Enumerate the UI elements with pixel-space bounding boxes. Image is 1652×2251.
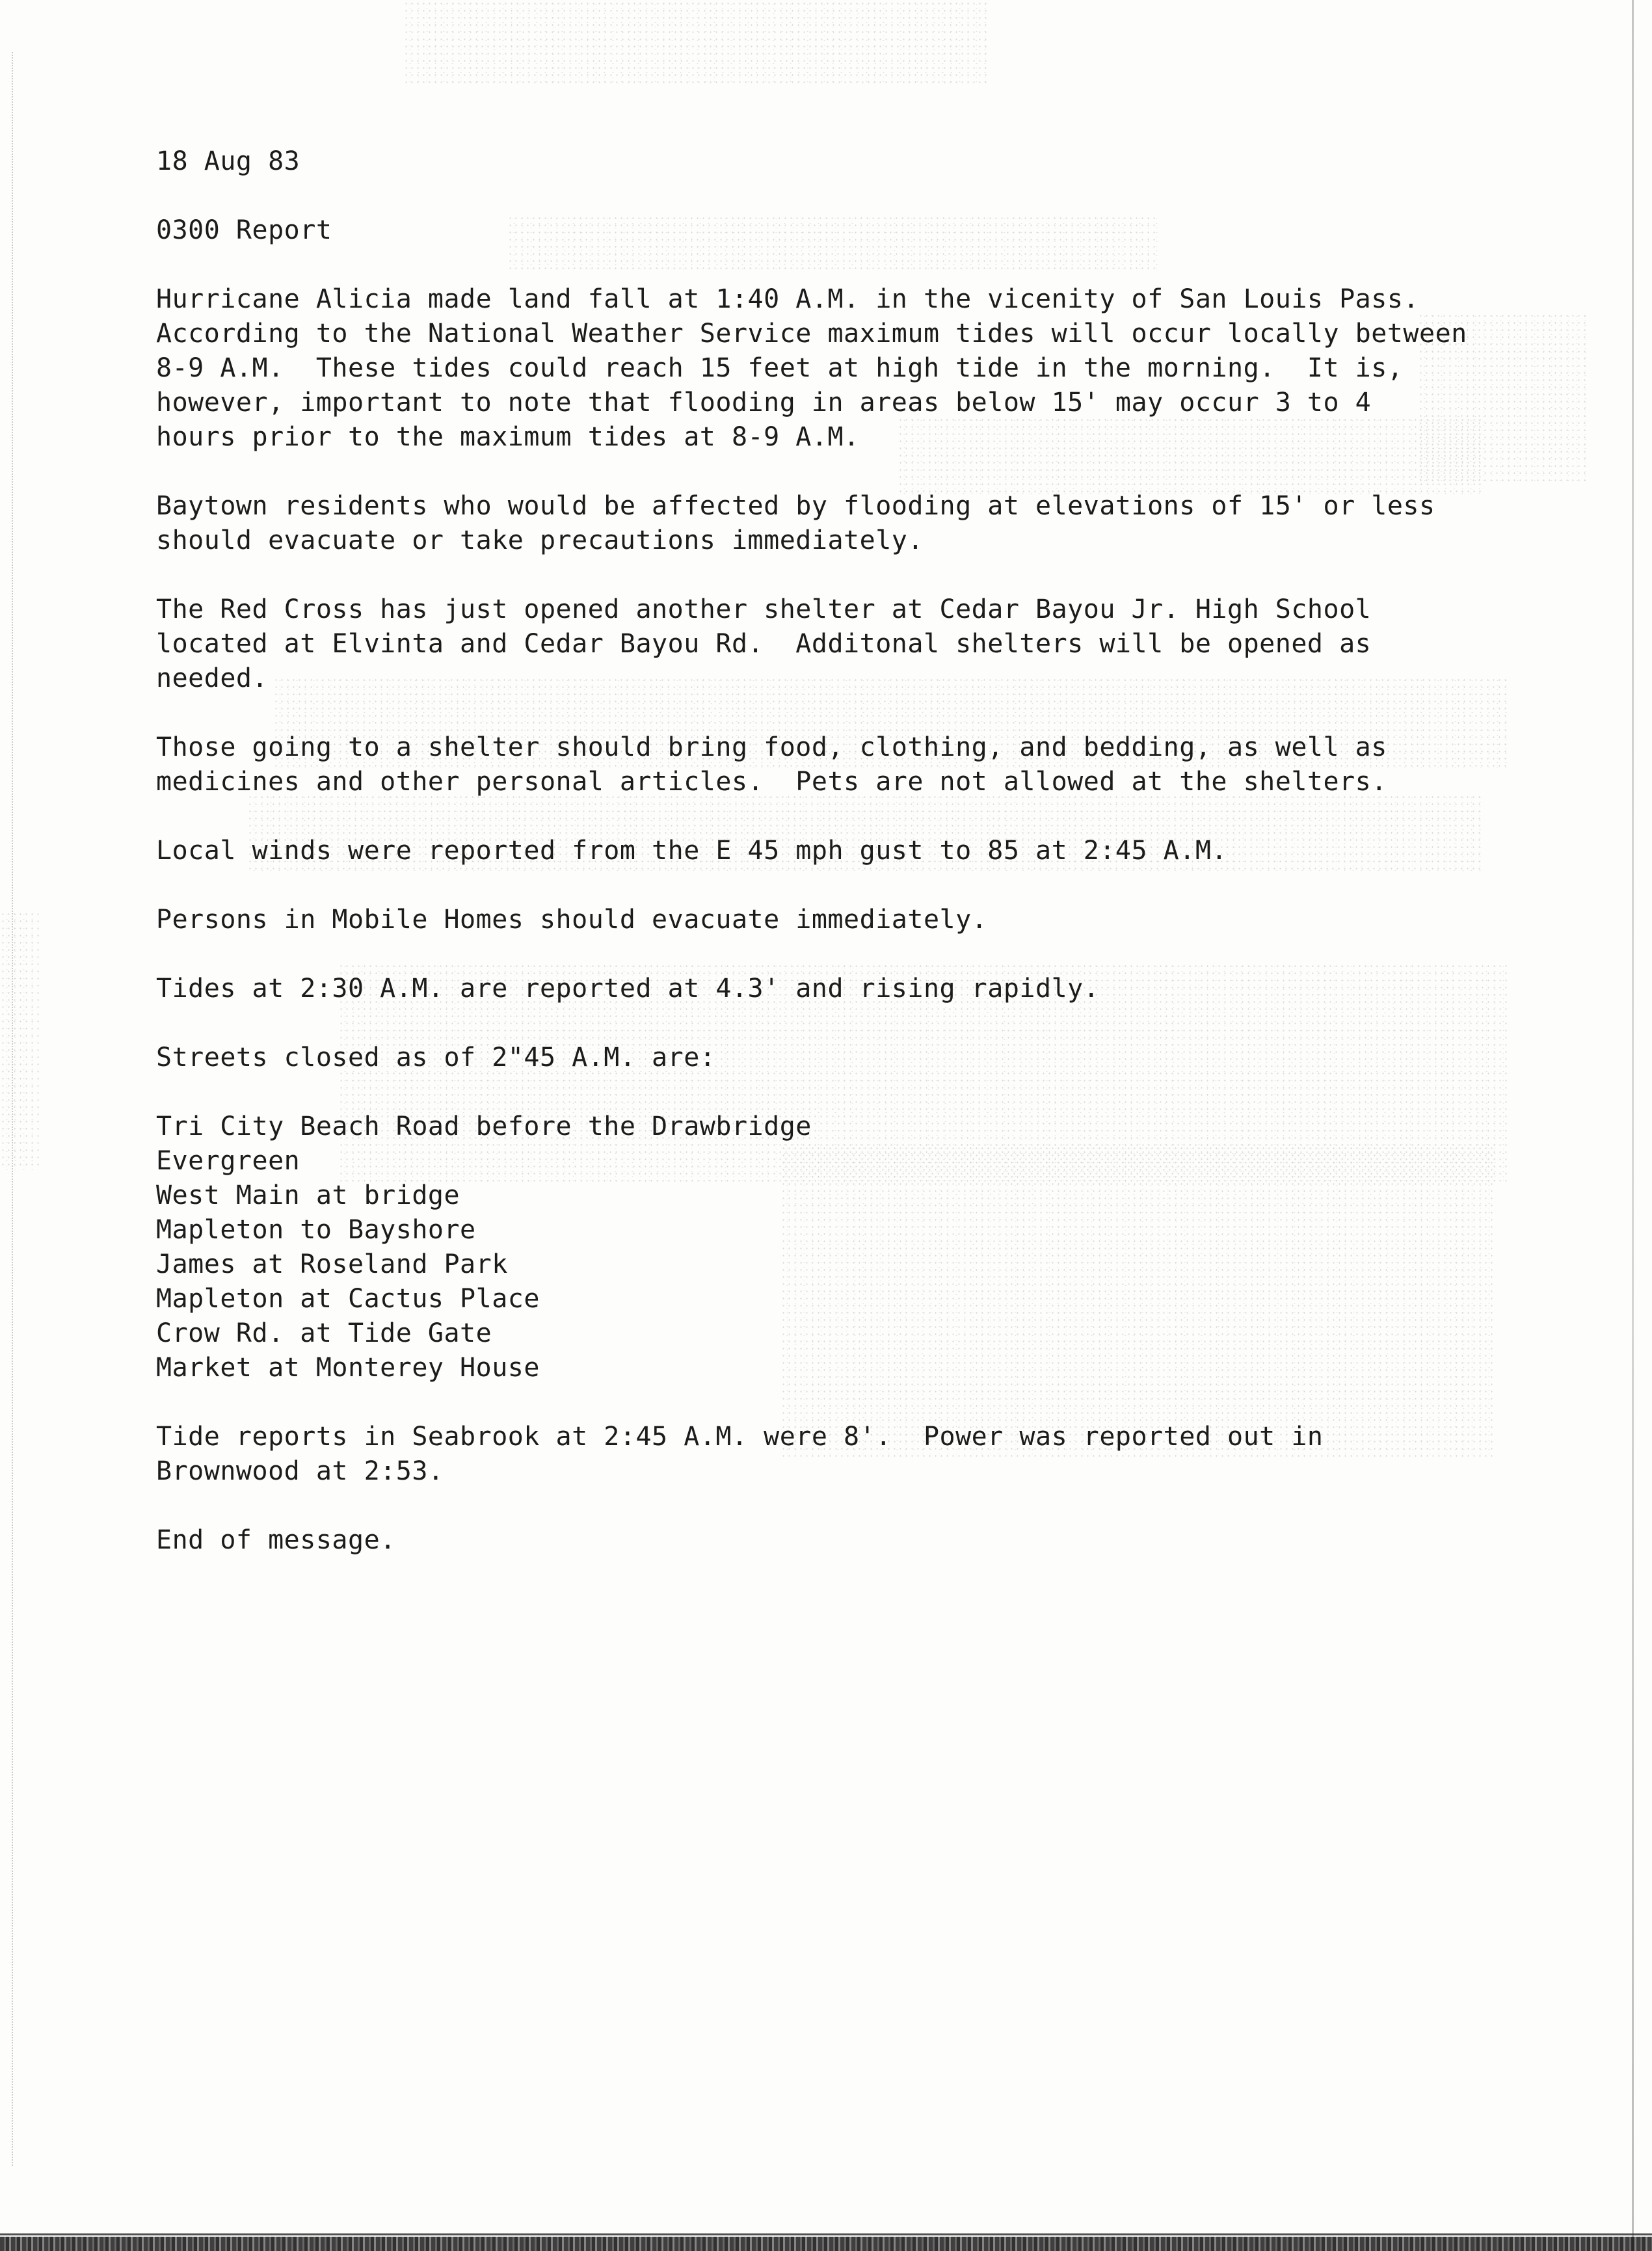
streets-closed-list <box>156 1110 1548 1385</box>
report-title: 0300 Report <box>156 215 332 245</box>
paragraph-local-winds: Local winds were reported from the E 45 mph gust to 85 at 2:45 A.M. <box>156 836 1227 866</box>
paragraph-tides: Tides at 2:30 A.M. are reported at 4.3' and rising rapidly. <box>156 974 1100 1004</box>
paragraph-tide-power-report: Tide reports in Seabrook at 2:45 A.M. were 8'. Power was reported out in Brownwood at 2:53. <box>156 1422 1324 1486</box>
street-item: Mapleton to Bayshore <box>156 1215 476 1245</box>
street-item: West Main at bridge <box>156 1180 460 1210</box>
left-margin-rule <box>12 52 14 2166</box>
paragraph-mobile-homes: Persons in Mobile Homes should evacuate immediately. <box>156 905 988 935</box>
street-item: Tri City Beach Road before the Drawbridge <box>156 1112 812 1141</box>
document-date: 18 Aug 83 <box>156 146 300 176</box>
street-item: Evergreen <box>156 1146 300 1176</box>
closing-line: End of message. <box>156 1525 396 1555</box>
scan-noise <box>0 911 39 1171</box>
paragraph-baytown-evacuation: Baytown residents who would be affected by flooding at elevations of 15' or less should evacuate or take precautions immediately. <box>156 491 1435 555</box>
paragraph-streets-heading: Streets closed as of 2"45 A.M. are: <box>156 1043 716 1072</box>
street-item: James at Roseland Park <box>156 1249 508 1279</box>
document-body <box>156 144 1548 1592</box>
street-item: Market at Monterey House <box>156 1353 540 1383</box>
paragraph-shelter-supplies: Those going to a shelter should bring food, clothing, and bedding, as well as medicines and other personal articles. Pets are not allowed at the shelters. <box>156 732 1387 797</box>
right-edge-rule <box>1632 0 1634 2251</box>
scan-bottom-edge <box>0 2237 1652 2251</box>
paragraph-red-cross-shelter: The Red Cross has just opened another shelter at Cedar Bayou Jr. High School located at Elvinta and Cedar Bayou Rd. Additonal shelters will be opened as needed. <box>156 594 1372 693</box>
paragraph-landfall: Hurricane Alicia made land fall at 1:40 A.M. in the vicenity of San Louis Pass. According to the National Weather Service maximum tides will occur locally between 8-9 A.M. These tides could reach 15 feet at high tide in the morning. It is, however, important to note that flooding in areas below 15' may occur 3 to 4 hours prior to the maximum tides at 8-9 A.M. <box>156 284 1467 452</box>
scan-bottom-line <box>0 2233 1652 2235</box>
street-item: Mapleton at Cactus Place <box>156 1284 540 1314</box>
scan-noise <box>403 0 989 85</box>
street-item: Crow Rd. at Tide Gate <box>156 1318 492 1348</box>
